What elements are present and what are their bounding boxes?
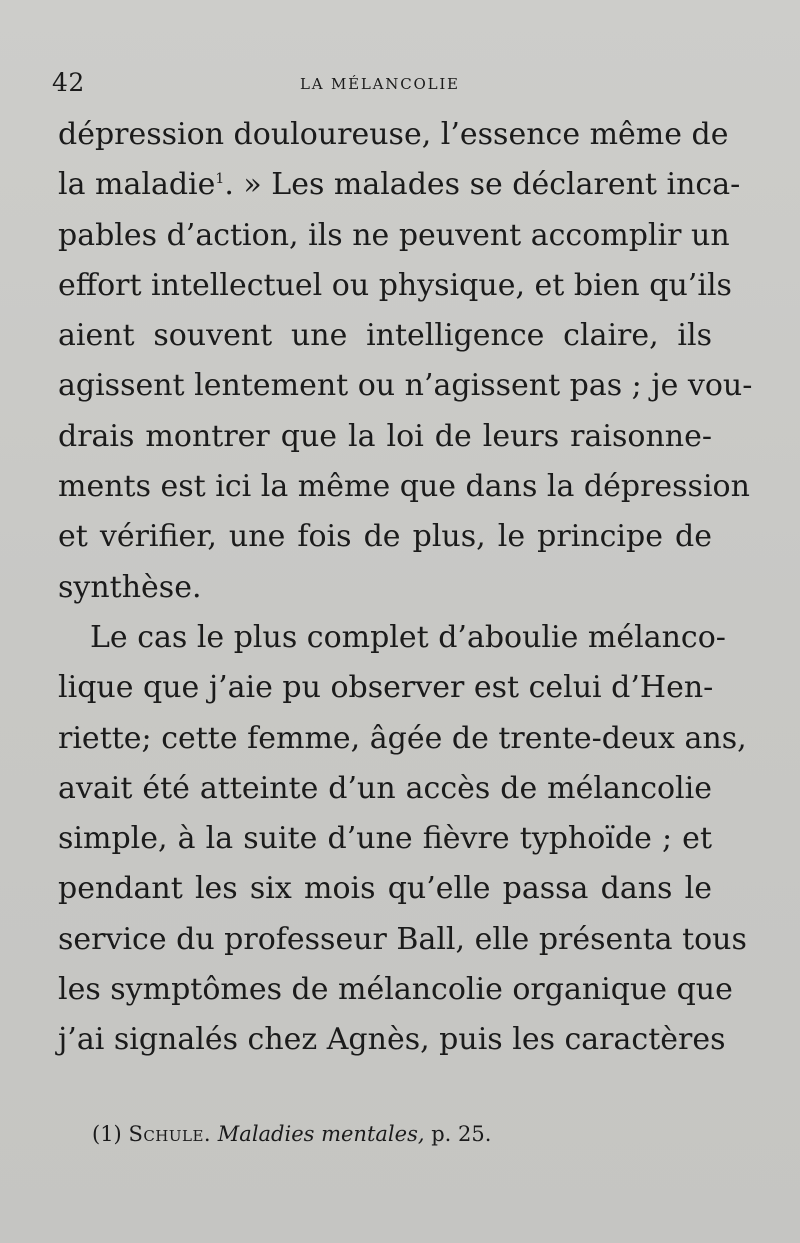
text-line: dépression douloureuse, l’essence même de xyxy=(58,117,729,152)
text-line: drais montrer que la loi de leurs raisonne- xyxy=(58,418,712,454)
text-fragment: la maladie xyxy=(58,167,216,203)
footnote-author: Schule. xyxy=(128,1122,212,1146)
text-line: synthèse. xyxy=(58,569,202,605)
text-line: lique que j’aie pu observer est celui d’Hen- xyxy=(58,670,714,706)
text-line: ments est ici la même que dans la dépression xyxy=(58,469,750,505)
body-text xyxy=(58,110,753,1066)
text-line: Le cas le plus complet d’aboulie mélanco- xyxy=(90,619,726,655)
text-line: pendant les six mois qu’elle passa dans le xyxy=(58,871,712,907)
text-line: service du professeur Ball, elle présenta tous xyxy=(58,921,747,957)
text-line: avait été atteinte d’un accès de mélancolie xyxy=(58,770,712,806)
text-fragment: . » Les malades se déclarent inca- xyxy=(224,167,741,203)
text-line: j’ai signalés chez Agnès, puis les caractères xyxy=(58,1022,726,1058)
text-line: effort intellectuel ou physique, et bien qu’ils xyxy=(58,267,732,303)
text-line: aient souvent une intelligence claire, ils xyxy=(58,318,712,354)
footnote-reference: 1 xyxy=(215,171,225,188)
footnote xyxy=(92,1122,491,1146)
footnote-work: Maladies mentales, xyxy=(217,1122,425,1146)
footnote-page: p. 25. xyxy=(431,1122,492,1146)
text-line: riette; cette femme, âgée de trente-deux ans, xyxy=(58,720,747,756)
page-number: 42 xyxy=(52,68,85,97)
footnote-marker: (1) xyxy=(92,1122,122,1146)
running-head xyxy=(52,68,752,102)
text-line: simple, à la suite d’une fièvre typhoïde ; et xyxy=(58,821,712,857)
text-line: agissent lentement ou n’agissent pas ; je vou- xyxy=(58,368,753,404)
text-line: les symptômes de mélancolie organique que xyxy=(58,972,733,1008)
text-line: et vérifier, une fois de plus, le principe de xyxy=(58,519,712,555)
text-line xyxy=(58,160,741,210)
running-title: LA MÉLANCOLIE xyxy=(300,75,460,93)
text-line: pables d’action, ils ne peuvent accomplir un xyxy=(58,217,730,253)
